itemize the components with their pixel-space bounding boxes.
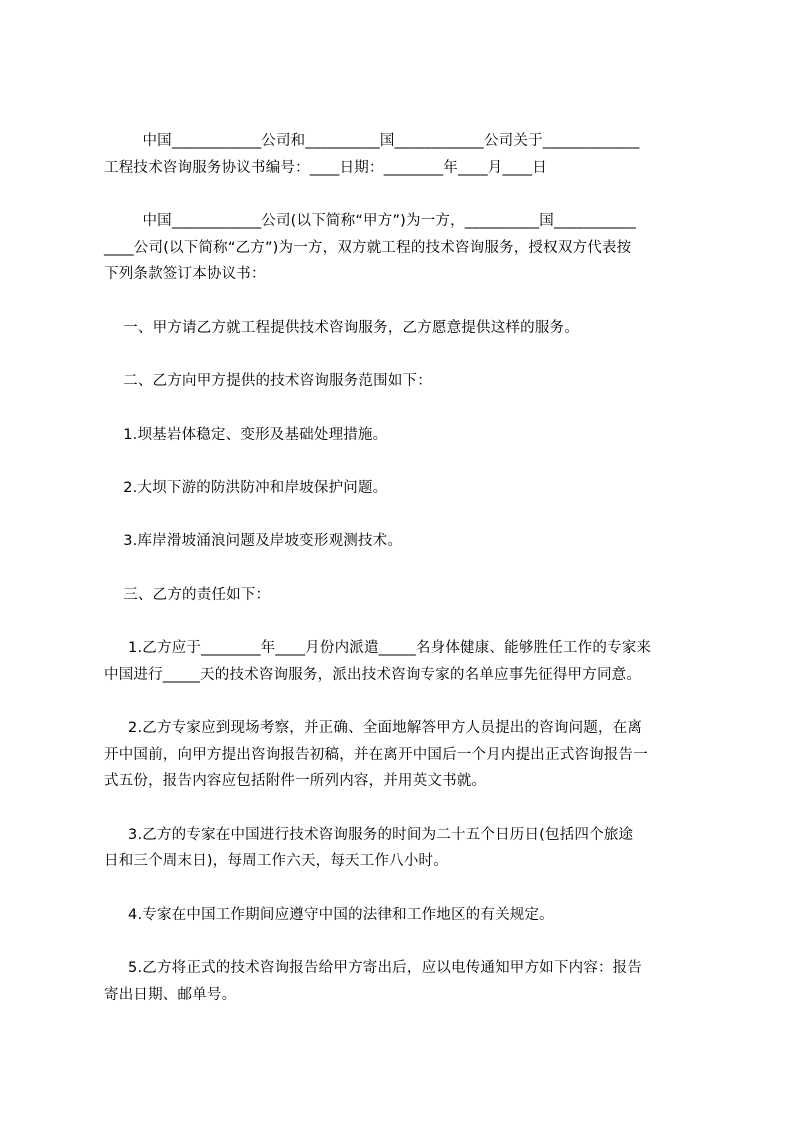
clause-3-item-1-line-1: 1.乙方应于________年____月份内派遣_____名身体健康、能够胜任工作的专家来 (104, 640, 652, 656)
clause-3-item-2-line-3: 式五份，报告内容应包括附件一所列内容，并用英文书就。 (104, 773, 487, 789)
clause-1: 一、甲方请乙方就工程提供技术咨询服务，乙方愿意提供这样的服务。 (104, 320, 579, 336)
clause-3-item-5-line-2: 寄出日期、邮单号。 (104, 987, 237, 1003)
intro-line-1: 中国____________公司和__________国____________公司关于_____________ (104, 133, 640, 149)
clause-2-item-2: 2.大坝下游的防洪防冲和岸坡保护问题。 (104, 480, 388, 496)
clause-2-heading: 二、乙方向甲方提供的技术咨询服务范围如下： (104, 373, 432, 389)
clause-3-item-2-line-2: 开中国前，向甲方提出咨询报告初稿，并在离开中国后一个月内提出正式咨询报告一 (104, 747, 648, 763)
clause-3-item-5-line-1: 5.乙方将正式的技术咨询报告给甲方寄出后，应以电传通知甲方如下内容：报告 (104, 960, 643, 976)
clause-3-item-3-line-1: 3.乙方的专家在中国进行技术咨询服务的时间为二十五个日历日(包括四个旅途 (104, 827, 634, 843)
clause-2-item-3: 3.库岸滑坡涌浪问题及岸坡变形观测技术。 (104, 533, 403, 549)
intro-line-2: 工程技术咨询服务协议书编号：____日期：________年____月____日 (104, 160, 547, 176)
clause-3-item-2-line-1: 2.乙方专家应到现场考察，并正确、全面地解答甲方人员提出的咨询问题，在离 (104, 720, 643, 736)
clause-3-item-1-line-2: 中国进行_____天的技术咨询服务，派出技术咨询专家的名单应事先征得甲方同意。 (104, 667, 642, 683)
parties-line-1: 中国____________公司(以下简称“甲方”)为一方，__________国___________ (104, 213, 636, 229)
clause-3-item-4: 4.专家在中国工作期间应遵守中国的法律和工作地区的有关规定。 (104, 907, 554, 923)
parties-line-2: ____公司(以下简称“乙方”)为一方，双方就工程的技术咨询服务，授权双方代表按 (104, 240, 632, 256)
parties-line-3: 下列条款签订本协议书： (104, 266, 266, 282)
clause-3-item-3-line-2: 日和三个周末日)，每周工作六天，每天工作八小时。 (104, 853, 448, 869)
clause-2-item-1: 1.坝基岩体稳定、变形及基础处理措施。 (104, 427, 388, 443)
clause-3-heading: 三、乙方的责任如下： (104, 587, 271, 603)
